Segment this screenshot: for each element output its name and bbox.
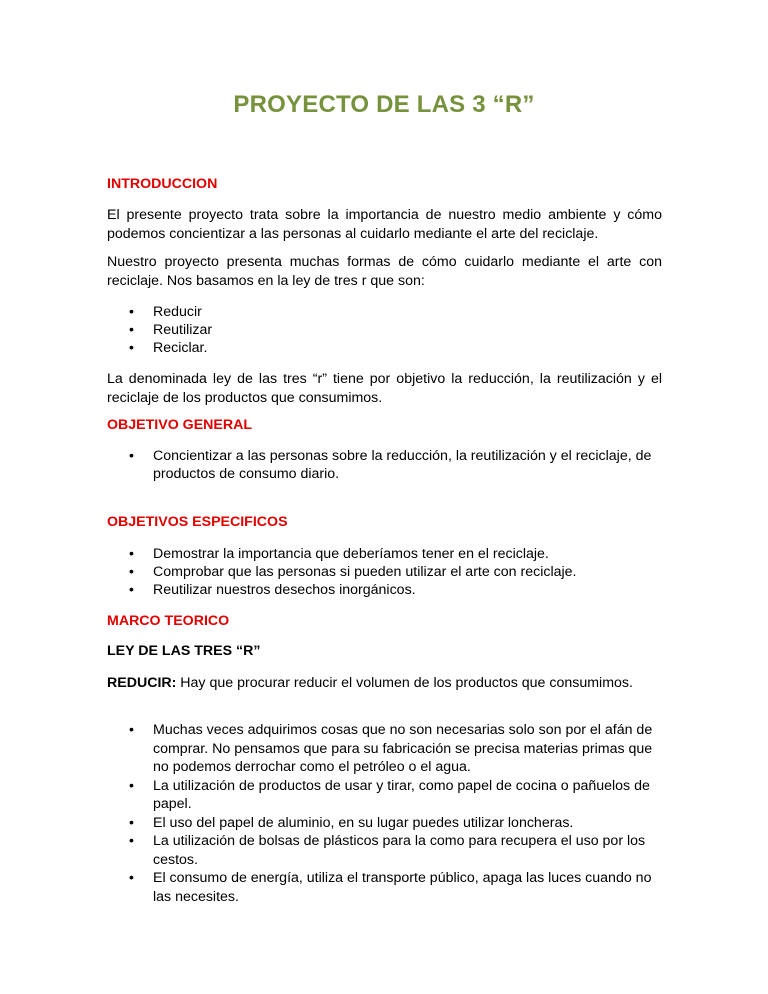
list-item: • El uso del papel de aluminio, en su lugar puedes utilizar loncheras. [129,814,574,831]
bullet-icon: • [129,870,134,886]
list-item: • La utilización de bolsas de plásticos para la como para recupera el uso por los cestos. [129,833,646,868]
bullet-icon: • [129,582,134,598]
list-item: • Reutilizar nuestros desechos inorgánicos. [129,582,416,598]
bullet-icon: • [129,564,134,580]
list-item: • Concientizar a las personas sobre la reducción, la reutilización y el reciclaje, de productos de consumo diario. [129,448,652,482]
bullet-icon: • [129,304,134,320]
bullet-icon: • [129,448,134,464]
list-item: • Reciclar. [129,340,208,356]
marco-teorico-heading: MARCO TEORICO [107,613,230,629]
ley-tres-r-heading: LEY DE LAS TRES “R” [107,643,261,659]
reducir-label: REDUCIR: [107,675,177,691]
three-r-list [107,303,662,357]
document-title: PROYECTO DE LAS 3 “R” [233,91,535,118]
bullet-icon: • [129,546,134,562]
list-item: • El consumo de energía, utiliza el transporte público, apaga las luces cuando no las necesites. [129,870,652,905]
bullet-icon: • [129,340,134,356]
objetivo-general-list [107,447,662,483]
bullet-icon: • [129,814,134,831]
intro-heading: INTRODUCCION [107,176,218,192]
intro-paragraph-2: Nuestro proyecto presenta muchas formas de cómo cuidarlo mediante el arte con reciclaje. Nos basamos en la ley de tres r que son: [107,254,662,289]
list-item: • La utilización de productos de usar y tirar, como papel de cocina o pañuelos de papel. [129,777,650,812]
bullet-icon: • [129,722,134,738]
reducir-paragraph [107,674,662,693]
list-item: • Demostrar la importancia que deberíamos tener en el reciclaje. [129,546,549,562]
objetivos-especificos-heading: OBJETIVOS ESPECIFICOS [107,514,288,530]
bullet-icon: • [129,777,134,794]
objetivo-general-heading: OBJETIVO GENERAL [107,417,253,433]
list-item: • Comprobar que las personas si pueden utilizar el arte con reciclaje. [129,564,577,580]
bullet-icon: • [129,833,134,849]
intro-paragraph-1: El presente proyecto trata sobre la importancia de nuestro medio ambiente y cómo podemos concientizar a las personas al cuidarlo mediante el arte del reciclaje. [107,207,662,242]
reducir-text: Hay que procurar reducir el volumen de los productos que consumimos. [176,675,633,691]
list-item: • Muchas veces adquirimos cosas que no son necesarias solo son por el afán de comprar. No pensamos que para su fabricación se precisa materias primas que no podemos derrochar como el petróleo o el agua. [129,722,653,775]
reducir-list [107,721,662,906]
list-item: • Reutilizar [129,322,213,338]
list-item: • Reducir [129,304,202,320]
objetivos-especificos-list [107,545,662,599]
bullet-icon: • [129,322,134,338]
intro-paragraph-3: La denominada ley de las tres “r” tiene por objetivo la reducción, la reutilización y el reciclaje de los productos que consumimos. [107,371,662,406]
